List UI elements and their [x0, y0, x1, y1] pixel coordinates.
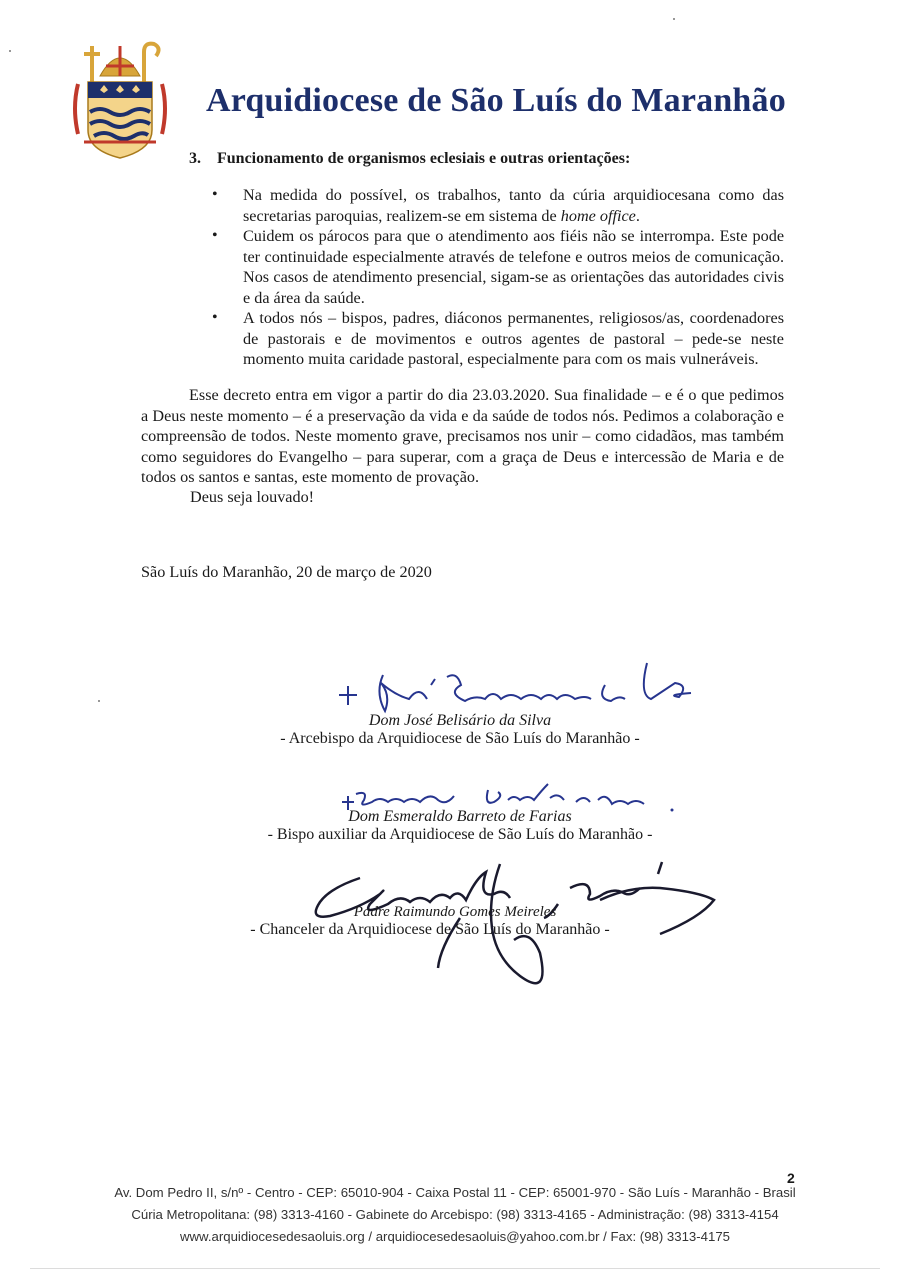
scan-speck	[9, 50, 11, 52]
signature-block-archbishop	[200, 712, 720, 748]
signatory-role: - Arcebispo da Arquidiocese de São Luís do Maranhão -	[280, 730, 640, 747]
archdiocese-crest-logo	[70, 38, 170, 163]
letterhead-title: Arquidiocese de São Luís do Maranhão	[206, 82, 786, 119]
signature-scribble-archbishop	[335, 655, 695, 717]
list-item-text: A todos nós – bispos, padres, diáconos permanentes, religiosos/as, coordenadores de pastorais e de movimentos e outros agentes de pastoral – pede-se neste momento muita caridade pastoral, especialmente para com os mais vulneráveis.	[243, 309, 784, 368]
list-item-text: .	[635, 206, 640, 225]
scan-edge-line	[30, 1268, 880, 1269]
list-item	[212, 308, 784, 370]
signature-block-auxiliary-bishop	[200, 808, 720, 844]
signatory-name: Padre Raimundo Gomes Meireles	[353, 904, 557, 920]
signatory-name: Dom José Belisário da Silva	[368, 712, 552, 729]
signatory-role: - Bispo auxiliar da Arquidiocese de São Luís do Maranhão -	[267, 826, 653, 843]
section-heading	[189, 150, 630, 168]
signatory-role: - Chanceler da Arquidiocese de São Luís do Maranhão -	[250, 921, 610, 938]
section-heading-text: Funcionamento de organismos eclesiais e outras orientações:	[217, 150, 631, 167]
footer-phones: Cúria Metropolitana: (98) 3313-4160 - Gabinete do Arcebispo: (98) 3313-4165 - Administração: (98) 3313-4154	[131, 1207, 779, 1222]
orientations-list	[212, 185, 784, 370]
scan-speck	[98, 700, 100, 702]
list-item	[212, 185, 784, 226]
section-number: 3.	[189, 150, 201, 167]
list-item	[212, 226, 784, 308]
decree-paragraph: Esse decreto entra em vigor a partir do dia 23.03.2020. Sua finalidade – e é o que pedimos a Deus neste momento – é a preservação da vida e da saúde de todos nós. Pedimos a colaboração e compreensão de todos. Neste momento grave, precisamos nos unir – como cidadãos, mas também como seguidores do Evangelho – para superar, com a graça de Deus e intercessão de Maria e de todos os santos e santas, este momento de provação.	[141, 386, 784, 486]
closing-phrase: Deus seja louvado!	[190, 488, 315, 506]
signatory-name: Dom Esmeraldo Barreto de Farias	[348, 808, 572, 825]
list-item-text: Cuidem os párocos para que o atendimento aos fiéis não se interrompa. Este pode ter continuidade especialmente através de telefone e outros meios de comunicação. Nos casos de atendimento presencial, sigam-se as orientações das autoridades civis e da área da saúde.	[243, 227, 784, 307]
list-item-emphasis: home office	[560, 206, 636, 225]
footer-address: Av. Dom Pedro II, s/nº - Centro - CEP: 65010-904 - Caixa Postal 11 - CEP: 65001-970 - São Luís - Maranhão - Brasil	[114, 1185, 796, 1200]
list-item-text: Na medida do possível, os trabalhos, tanto da cúria arquidiocesana como das secretarias paroquias, realizem-se em sistema de	[243, 186, 784, 225]
dateline: São Luís do Maranhão, 20 de março de 2020	[141, 563, 432, 581]
signature-block-chancellor	[180, 904, 740, 939]
footer-contact: www.arquidiocesedesaoluis.org / arquidiocesedesaoluis@yahoo.com.br / Fax: (98) 3313-4175	[180, 1229, 730, 1244]
page-number: 2	[787, 1170, 795, 1186]
scan-speck	[673, 18, 675, 20]
